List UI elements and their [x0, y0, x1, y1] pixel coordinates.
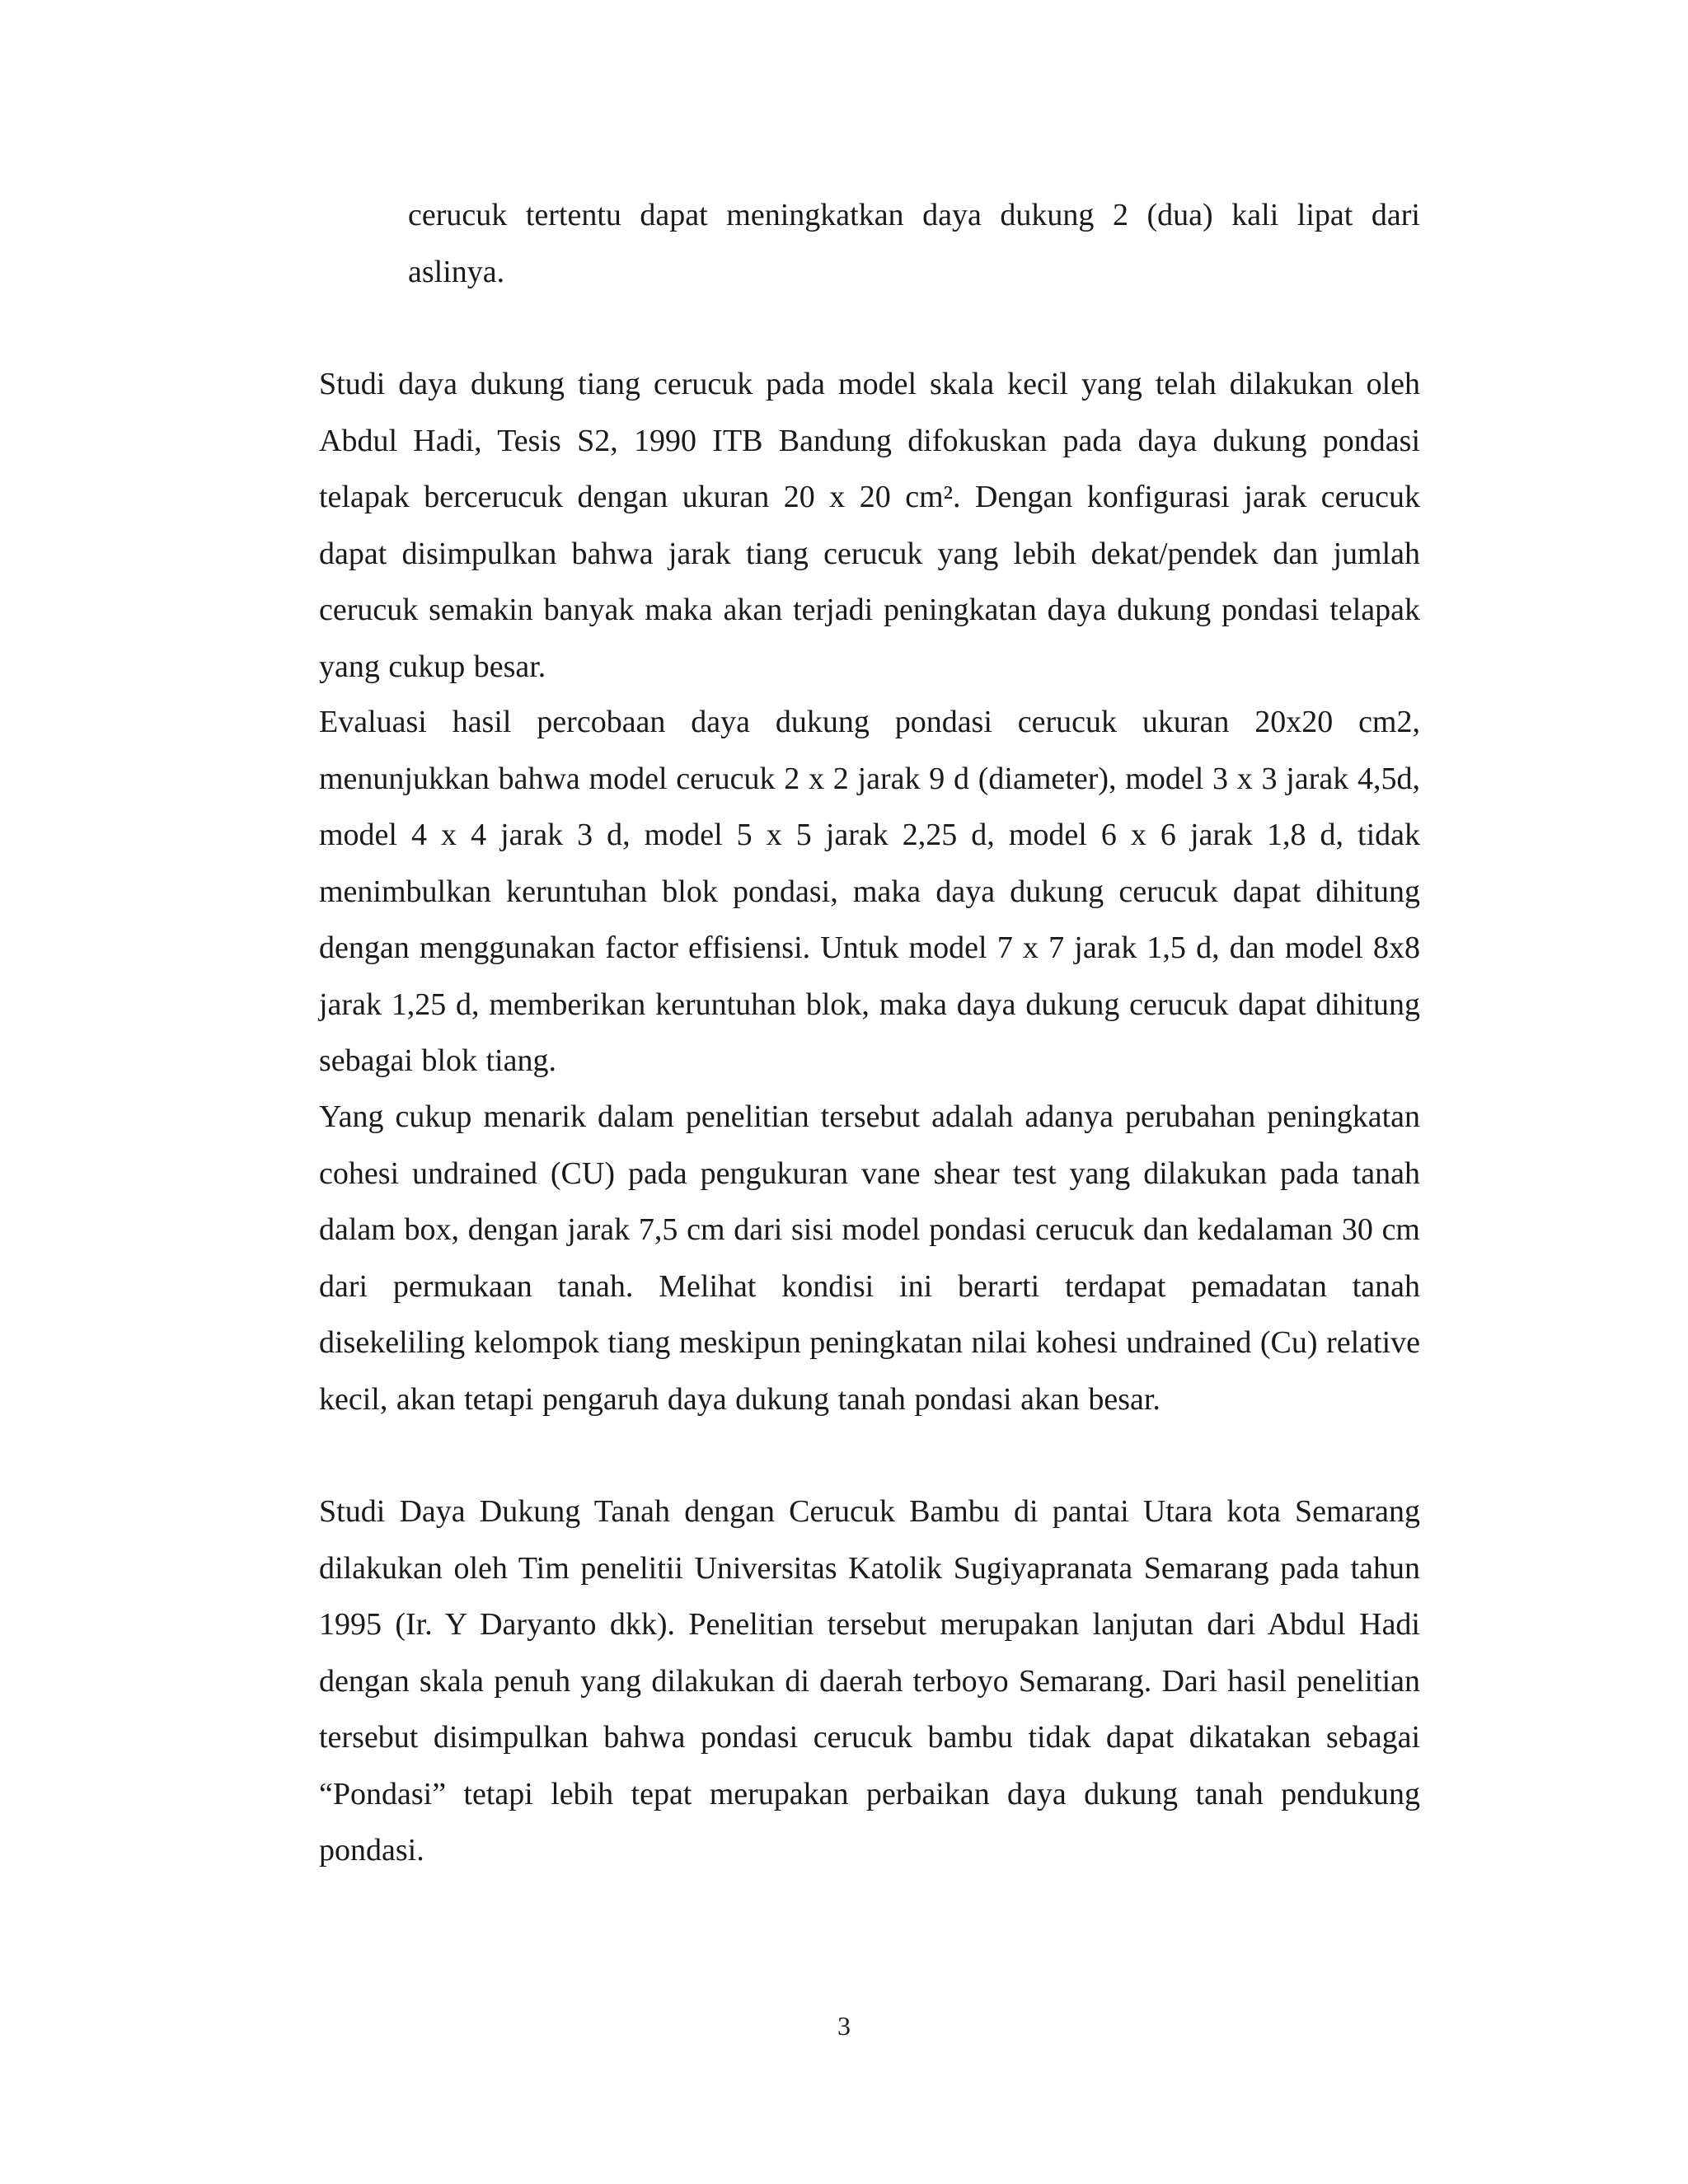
continued-paragraph: cerucuk tertentu dapat meningkatkan daya dukung 2 (dua) kali lipat dari aslinya.: [408, 198, 1420, 289]
paragraph-evaluation-results: Evaluasi hasil percobaan daya dukung pondasi cerucuk ukuran 20x20 cm2, menunjukkan bahwa model cerucuk 2 x 2 jarak 9 d (diameter), model 3 x 3 jarak 4,5d, model 4 x 4 jarak 3 d, model 5 x 5 jarak 2,25 d, model 6 x 6 jarak 1,8 d, tidak menimbulkan keruntuhan blok pondasi, maka daya dukung cerucuk dapat dihitung dengan menggunakan factor effisiensi. Untuk model 7 x 7 jarak 1,5 d, dan model 8x8 jarak 1,25 d, memberikan keruntuhan blok, maka daya dukung cerucuk dapat dihitung sebagai blok tiang.: [319, 705, 1420, 1078]
page-number: 3: [837, 2011, 851, 2041]
paragraph-semarang-study: Studi Daya Dukung Tanah dengan Cerucuk Bambu di pantai Utara kota Semarang dilakukan oleh Tim penelitii Universitas Katolik Sugiyapranata Semarang pada tahun 1995 (Ir. Y Daryanto dkk). Penelitian tersebut merupakan lanjutan dari Abdul Hadi dengan skala penuh yang dilakukan di daerah terboyo Semarang. Dari hasil penelitian tersebut disimpulkan bahwa pondasi cerucuk bambu tidak dapat dikatakan sebagai “Pondasi” tetapi lebih tepat merupakan perbaikan daya dukung tanah pendukung pondasi.: [319, 1494, 1420, 1868]
paragraph-abdul-hadi-study: Studi daya dukung tiang cerucuk pada model skala kecil yang telah dilakukan oleh Abdul Hadi, Tesis S2, 1990 ITB Bandung difokuskan pada daya dukung pondasi telapak bercerucuk dengan ukuran 20 x 20 cm². Dengan konfigurasi jarak cerucuk dapat disimpulkan bahwa jarak tiang cerucuk yang lebih dekat/pendek dan jumlah cerucuk semakin banyak maka akan terjadi peningkatan daya dukung pondasi telapak yang cukup besar.: [319, 367, 1420, 684]
paragraph-cohesion-findings: Yang cukup menarik dalam penelitian tersebut adalah adanya perubahan peningkatan cohesi undrained (CU) pada pengukuran vane shear test yang dilakukan pada tanah dalam box, dengan jarak 7,5 cm dari sisi model pondasi cerucuk dan kedalaman 30 cm dari permukaan tanah. Melihat kondisi ini berarti terdapat pemadatan tanah disekeliling kelompok tiang meskipun peningkatan nilai kohesi undrained (Cu) relative kecil, akan tetapi pengaruh daya dukung tanah pondasi akan besar.: [319, 1099, 1420, 1417]
